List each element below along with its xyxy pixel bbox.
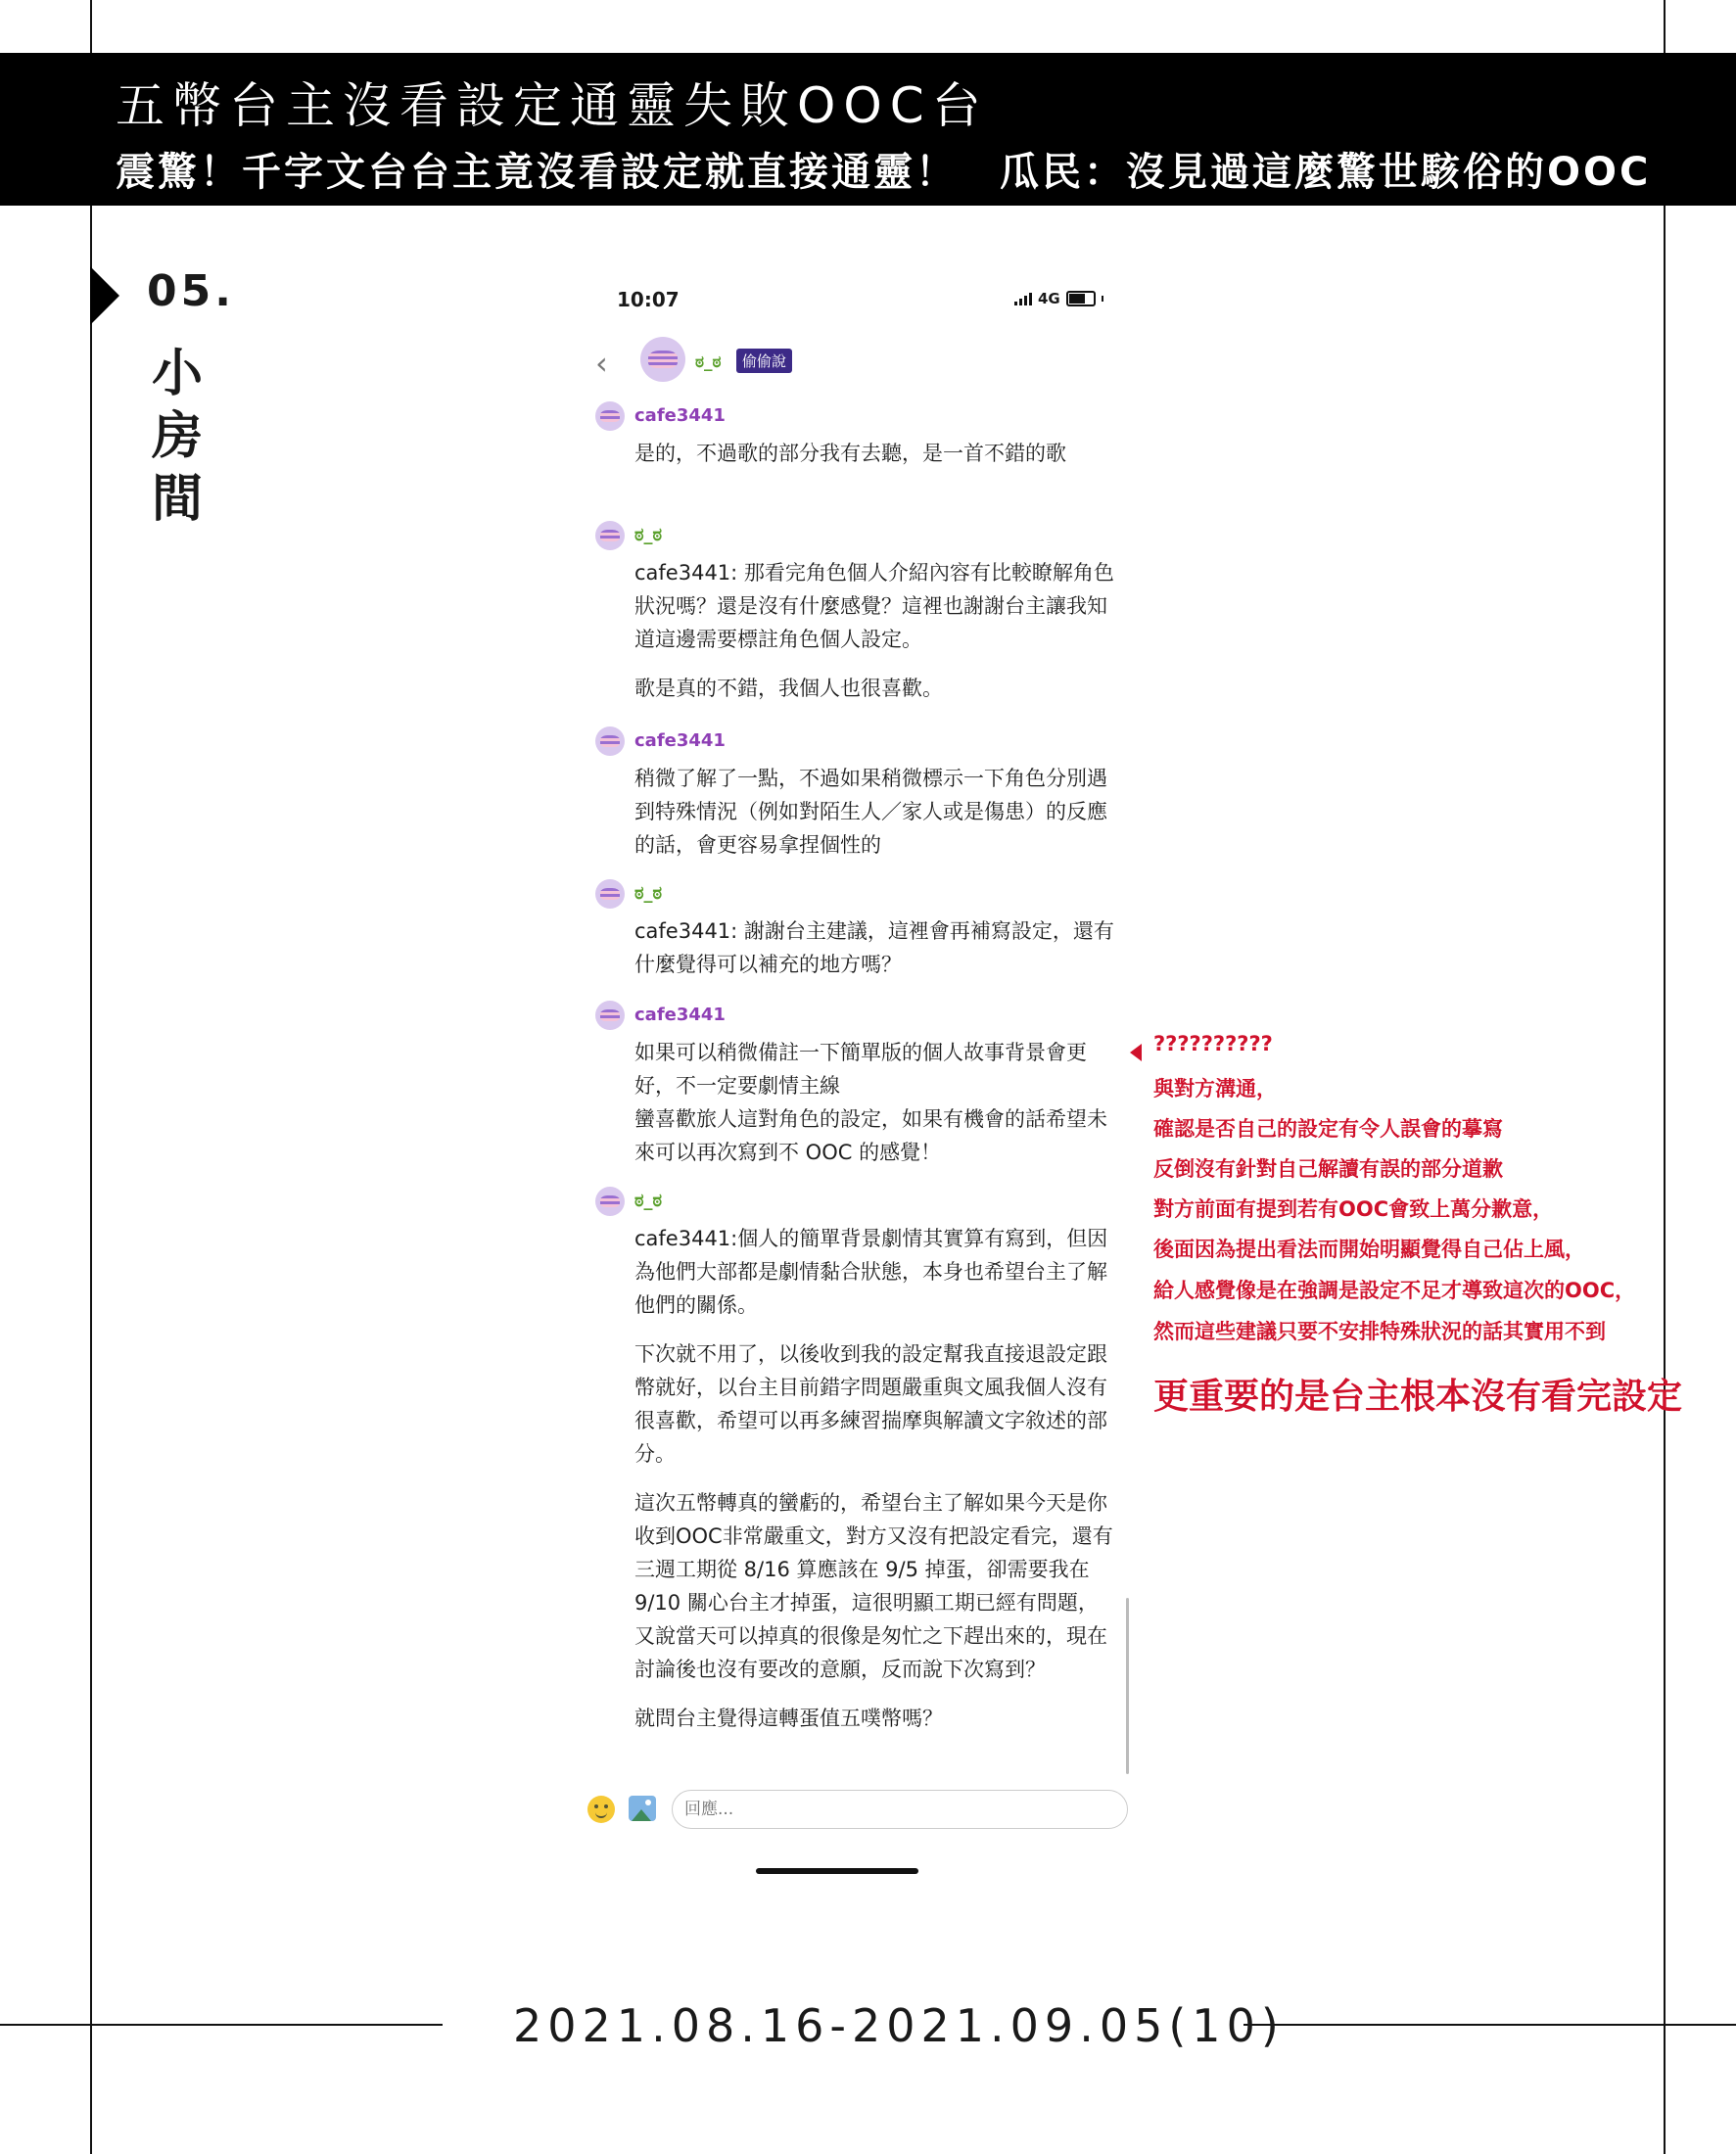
annotation-line: 給人感覺像是在強調是設定不足才導致這次的OOC， — [1153, 1279, 1636, 1302]
message-avatar[interactable] — [595, 726, 625, 756]
chat-header-name[interactable]: ಠ_ಠ — [695, 352, 722, 372]
message-paragraph: 下次就不用了，以後收到我的設定幫我直接退設定跟幣就好，以台主目前錯字問題嚴重與文風我個人沒有很喜歡，希望可以再多練習揣摩與解讀文字敘述的部分。 — [634, 1342, 1107, 1466]
annotation-line: 後面因為提出看法而開始明顯覺得自己佔上風， — [1153, 1238, 1585, 1261]
status-time: 10:07 — [617, 288, 680, 311]
annotation-line: 確認是否自己的設定有令人誤會的摹寫 — [1153, 1117, 1503, 1141]
image-upload-icon[interactable] — [629, 1796, 656, 1821]
message-paragraph: cafe3441: 那看完角色個人介紹內容有比較瞭解角色狀況嗎？還是沒有什麼感覺？這裡也謝謝台主讓我知道這邊需要標註角色個人設定。 — [634, 561, 1114, 651]
battery-icon — [1066, 291, 1096, 306]
banner-title: 五幣台主沒看設定通靈失敗OOC台 — [116, 77, 989, 134]
section-number: 05. — [147, 266, 235, 316]
message-paragraph: cafe3441: 謝謝台主建議，這裡會再補寫設定，還有什麼覺得可以補充的地方嗎？ — [634, 919, 1114, 976]
message-sender[interactable]: cafe3441 — [634, 1005, 726, 1025]
message-paragraph: cafe3441:個人的簡單背景劇情其實算有寫到，但因為他們大部都是劇情黏合狀態，本身也希望台主了解他們的關係。 — [634, 1227, 1108, 1317]
message-avatar[interactable] — [595, 401, 625, 431]
message-avatar[interactable] — [595, 879, 625, 909]
message-sender[interactable]: cafe3441 — [634, 730, 726, 751]
footer-date-range: 2021.08.16-2021.09.05(10) — [513, 1999, 1285, 2052]
battery-tip — [1102, 296, 1103, 302]
message-paragraph: 蠻喜歡旅人這對角色的設定，如果有機會的話希望未來可以再次寫到不 OOC 的感覺！ — [634, 1107, 1107, 1164]
message-paragraph: 歌是真的不錯，我個人也很喜歡。 — [634, 677, 943, 700]
message-sender[interactable]: ಠ_ಠ — [634, 525, 663, 545]
frame-line-right — [1664, 0, 1666, 2154]
message-body — [634, 437, 1114, 470]
message-sender[interactable]: cafe3441 — [634, 405, 726, 426]
header-avatar[interactable] — [640, 337, 685, 382]
section-arrow-icon — [90, 266, 119, 325]
message-sender[interactable]: ಠ_ಠ — [634, 1191, 663, 1211]
annotation-line: ?????????? — [1153, 1032, 1273, 1055]
message-avatar[interactable] — [595, 521, 625, 550]
message-body — [634, 1222, 1114, 1735]
message-body — [634, 1036, 1114, 1169]
home-indicator[interactable] — [756, 1868, 918, 1874]
message-paragraph: 如果可以稍微備註一下簡單版的個人故事背景會更好，不一定要劇情主線 — [634, 1041, 1087, 1098]
annotation-line: 與對方溝通， — [1153, 1077, 1277, 1100]
section-name: 小房間 — [152, 345, 204, 529]
reply-input[interactable] — [672, 1790, 1128, 1829]
secret-badge: 偷偷說 — [736, 349, 792, 373]
status-indicators — [1014, 290, 1103, 307]
network-label: 4G — [1038, 290, 1060, 307]
message-body — [634, 914, 1114, 981]
title-banner — [0, 53, 1736, 206]
message-body — [634, 556, 1114, 705]
signal-icon — [1014, 292, 1032, 305]
chat-scrollbar[interactable] — [1126, 1598, 1129, 1774]
emoji-icon[interactable] — [587, 1796, 615, 1823]
banner-subtitle: 震驚！千字文台台主竟沒看設定就直接通靈！ 瓜民：沒見過這麼驚世駭俗的OOC — [116, 150, 1652, 195]
message-paragraph: 就問台主覺得這轉蛋值五噗幣嗎？ — [634, 1707, 943, 1730]
annotation-line: 對方前面有提到若有OOC會致上萬分歉意， — [1153, 1197, 1554, 1221]
annotation-emphasis: 更重要的是台主根本沒有看完設定 — [1153, 1377, 1683, 1417]
annotation-line: 然而這些建議只要不安排特殊狀況的話其實用不到 — [1153, 1320, 1606, 1343]
footer-line-left — [0, 2024, 443, 2026]
annotation-pointer-icon — [1130, 1044, 1142, 1061]
back-chevron-icon[interactable]: ‹ — [595, 345, 608, 382]
message-avatar[interactable] — [595, 1187, 625, 1216]
annotation-line: 反倒沒有針對自己解讀有誤的部分道歉 — [1153, 1157, 1503, 1181]
message-avatar[interactable] — [595, 1001, 625, 1030]
message-paragraph: 是的，不過歌的部分我有去聽，是一首不錯的歌 — [634, 442, 1066, 465]
message-paragraph: 稍微了解了一點，不過如果稍微標示一下角色分別遇到特殊情況（例如對陌生人／家人或是傷患）的反應的話，會更容易拿捏個性的 — [634, 767, 1107, 857]
footer-line-right — [1243, 2024, 1736, 2026]
message-paragraph: 這次五幣轉真的蠻虧的，希望台主了解如果今天是你收到OOC非常嚴重文，對方又沒有把設定看完，還有三週工期從 8/16 算應該在 9/5 掉蛋，卻需要我在 9/10 關心台主才掉蛋，這很明顯工期已經有問題，又說當天可以掉真的很像是匆忙之下趕出來的，現在討論後也沒有要改的意願，反而說下次寫到？ — [634, 1491, 1113, 1681]
message-body — [634, 762, 1114, 862]
message-sender[interactable]: ಠ_ಠ — [634, 883, 663, 904]
